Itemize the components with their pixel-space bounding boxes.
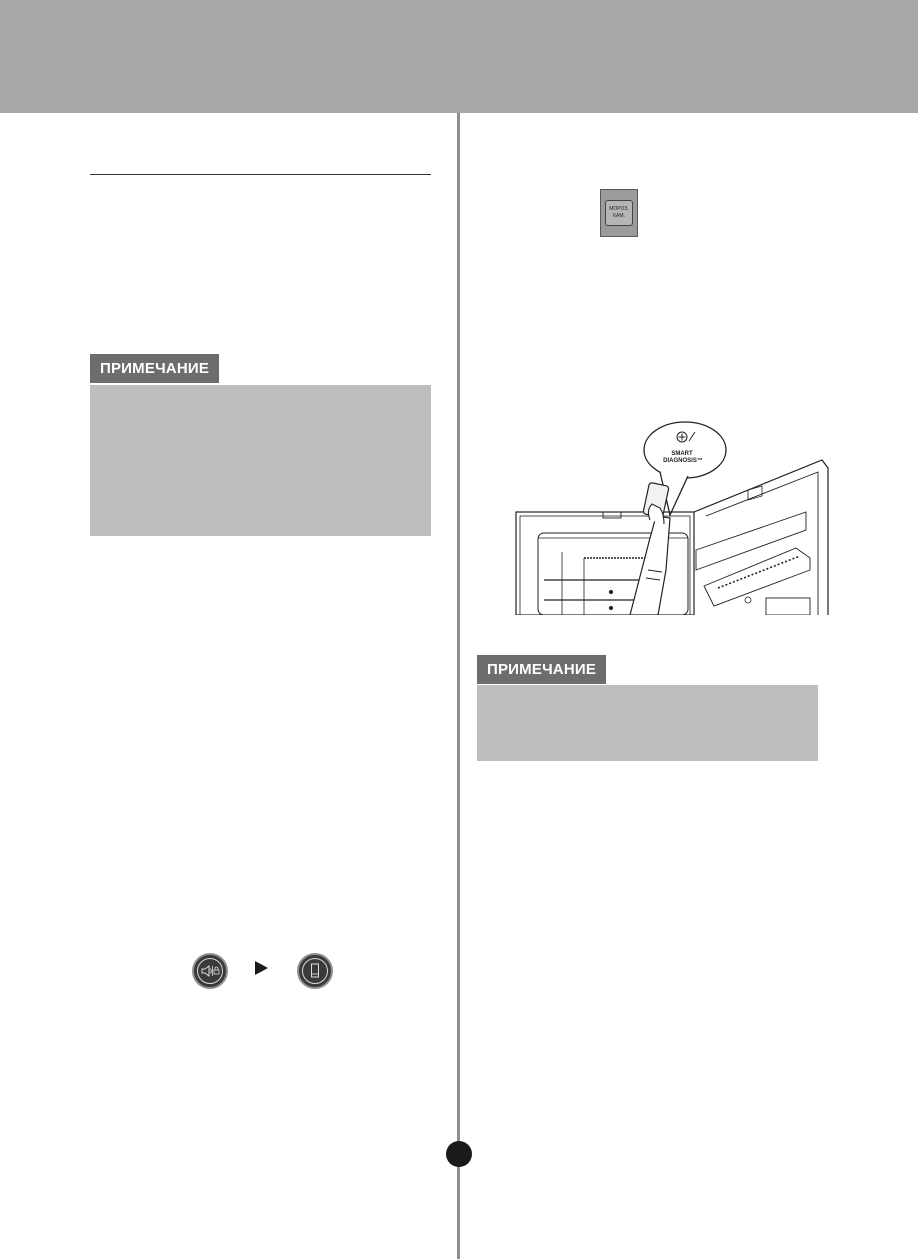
freezer-key-line1: МОРОЗ. (609, 206, 629, 212)
freezer-key-face (605, 200, 633, 226)
smart-diagnosis-line2: DIAGNOSIS™ (663, 458, 703, 464)
note-box-right (477, 685, 818, 761)
note-label-right: ПРИМЕЧАНИЕ (477, 655, 606, 684)
speaker-lock-icon (198, 959, 222, 983)
page-number-marker (446, 1141, 472, 1167)
door-button (297, 953, 333, 989)
freezer-key-illustration (600, 189, 638, 237)
hand-with-phone (630, 482, 670, 615)
column-divider (457, 113, 460, 1259)
refrigerator-illustration (500, 420, 840, 615)
door-icon (303, 959, 327, 983)
smart-diagnosis-line1: SMART (671, 451, 693, 457)
note-label-left: ПРИМЕЧАНИЕ (90, 354, 219, 383)
section-underline (90, 174, 431, 175)
freezer-key-line2: КАМ. (613, 213, 625, 219)
alarm-lock-button (192, 953, 228, 989)
triangle-right-icon (255, 961, 268, 975)
note-box-left (90, 385, 431, 536)
page-header-band (0, 0, 918, 113)
